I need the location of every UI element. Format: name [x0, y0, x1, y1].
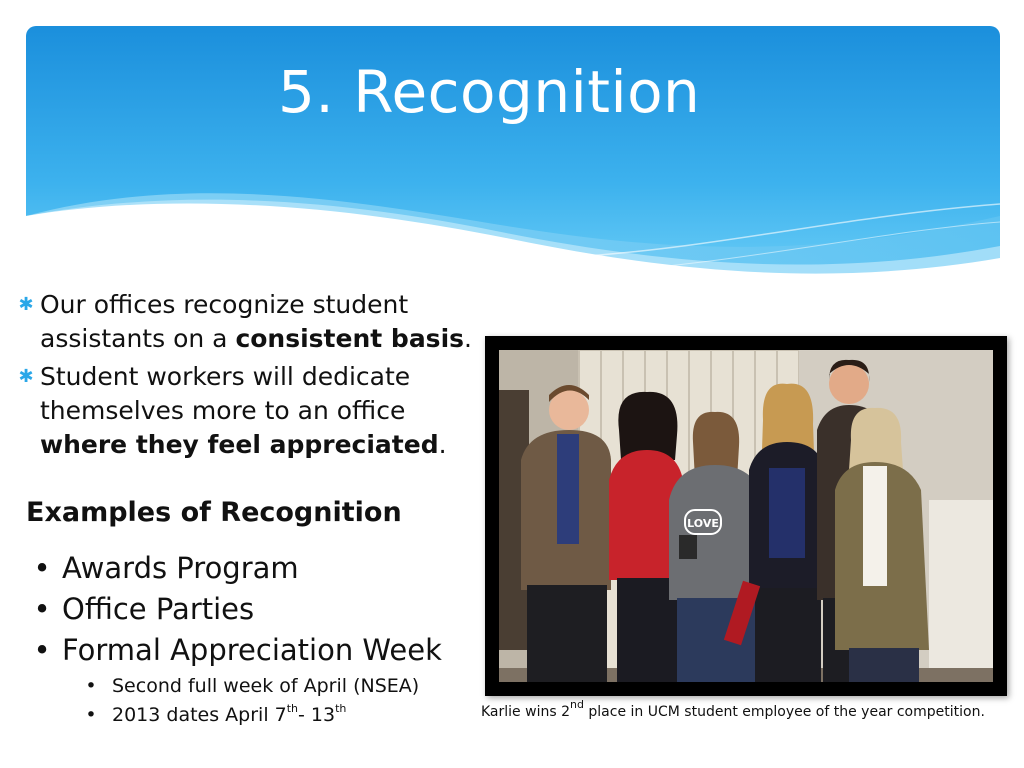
bullet-emphasis: where they feel appreciated: [40, 430, 439, 459]
list-item-label: Formal Appreciation Week: [62, 633, 442, 667]
photo-frame: [485, 336, 1007, 696]
main-bullets: [12, 288, 472, 466]
date-end: - 13: [298, 704, 336, 726]
bullet-item: [12, 360, 472, 462]
appreciation-week-details: [70, 672, 470, 730]
ordinal-suffix: nd: [569, 698, 584, 712]
bullet-dot-icon: •: [33, 633, 51, 667]
list-item: [22, 548, 472, 589]
list-item: [22, 630, 472, 671]
shirt-print: LOVE: [687, 517, 719, 530]
group-photo-illustration: [499, 350, 993, 682]
caption-text: Karlie wins 2: [481, 704, 570, 720]
bullet-dot-icon: •: [33, 592, 51, 626]
bullet-text: Our offices recognize student assistants on a: [40, 290, 409, 353]
sub-list-item: [70, 701, 470, 730]
group-photo: [499, 350, 993, 682]
list-item: [22, 589, 472, 630]
caption-text-tail: place in UCM student employee of the year competition.: [583, 704, 985, 720]
examples-list: [22, 548, 472, 671]
bullet-dot-icon: •: [85, 675, 97, 697]
slide-title: 5. Recognition: [278, 58, 701, 126]
date-start: 2013 dates April 7: [112, 704, 287, 726]
bullet-dot-icon: •: [33, 551, 51, 585]
list-item-label: Awards Program: [62, 551, 299, 585]
bullet-item: [12, 288, 472, 356]
examples-heading: Examples of Recognition: [26, 497, 402, 528]
ordinal-suffix: th: [335, 701, 347, 715]
sub-item-label: Second full week of April (NSEA): [112, 675, 420, 697]
list-item-label: Office Parties: [62, 592, 255, 626]
bullet-tail: .: [438, 430, 447, 459]
bullet-text: Student workers will dedicate themselves more to an office: [40, 362, 411, 425]
photo-caption: [481, 698, 1011, 720]
bullet-dot-icon: •: [85, 704, 97, 726]
sub-list-item: [70, 672, 470, 701]
asterisk-bullet-icon: ✱: [18, 366, 34, 387]
asterisk-bullet-icon: ✱: [18, 294, 34, 315]
bullet-emphasis: consistent basis: [235, 324, 465, 353]
ordinal-suffix: th: [286, 701, 299, 715]
bullet-tail: .: [464, 324, 472, 353]
sub-item-label: [112, 701, 346, 730]
